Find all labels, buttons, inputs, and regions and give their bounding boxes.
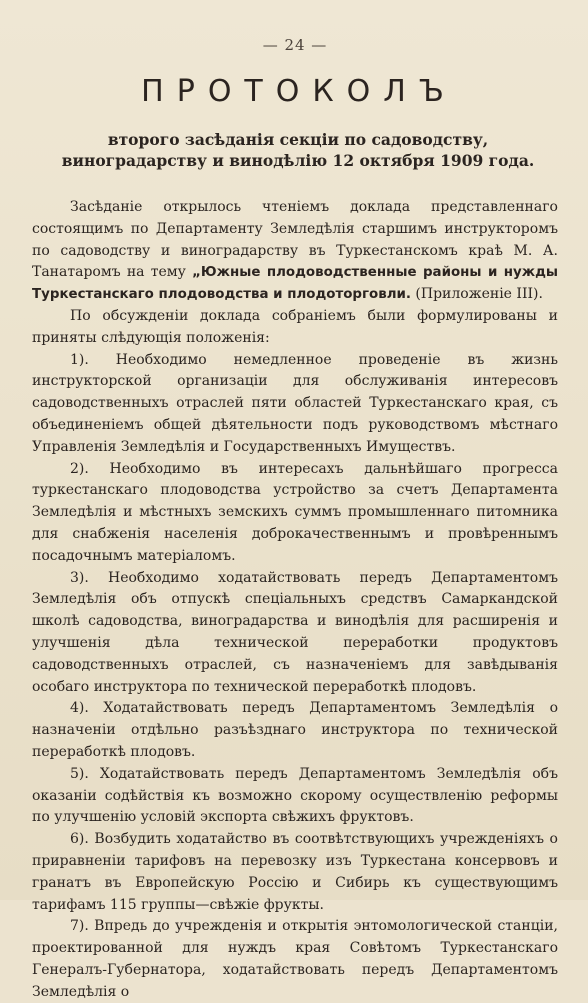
resolution-6: 6). Возбудить ходатайство въ соотвѣтствующихъ учрежденіяхъ о приравненіи тарифовъ на перевозку изъ Туркестана консервовъ и гранатъ въ Европейскую Россію и Сибирь къ существующимъ тарифамъ 115 группы—свѣжіе фрукты. bbox=[32, 831, 558, 913]
resolution-5: 5). Ходатайствовать передъ Департаментомъ Земледѣлія объ оказаніи содѣйствія къ возможно скорому осуществленію реформы по улучшенію условій экспорта свѣжихъ фруктовъ. bbox=[32, 765, 558, 826]
resolution-1: 1). Необходимо немедленное проведеніе въ жизнь инструкторской организаціи для обслуживанія интересовъ садоводственныхъ отраслей пяти областей Туркестанскаго края, съ объединеніемъ общей дѣятельности подъ руководствомъ мѣстнаго Управленія Земледѣлія и Государственныхъ Имуществъ. bbox=[32, 351, 558, 455]
document-subtitle: второго засѣданія секціи по садоводству, виноградарству и винодѣлію 12 октября 1909 года. bbox=[61, 130, 535, 170]
page-number: — 24 — bbox=[262, 36, 328, 54]
intro-text: Засѣданіе открылось чтеніемъ доклада представленнаго состоящимъ по Департаменту Земледѣлія старшимъ инструкторомъ по садоводству и виноградарству въ Туркестанскомъ краѣ М. А. Танатаромъ на тему bbox=[32, 199, 558, 281]
paragraph-resolutions-intro: По обсужденіи доклада собраніемъ были формулированы и приняты слѣдующія положенія: bbox=[32, 307, 558, 346]
document-title: ПРОТОКОЛЪ bbox=[141, 74, 457, 109]
document-body bbox=[32, 197, 558, 1003]
appendix-reference: (Приложеніе III). bbox=[410, 286, 543, 303]
resolution-3: 3). Необходимо ходатайствовать передъ Департаментомъ Земледѣлія объ отпускѣ спеціальныхъ средствъ Самаркандской школѣ садоводства, виноградарства и винодѣлія для расширенія и улучшенія дѣла технической переработки продуктовъ садоводственныхъ отраслей, съ назначеніемъ для завѣдыванія особаго инструктора по технической переработкѣ плодовъ. bbox=[32, 569, 558, 695]
resolution-7: 7). Впредь до учрежденія и открытія энтомологической станціи, проектированной для нуждъ края Совѣтомъ Туркестанскаго Генералъ-Губернатора, ходатайствовать передъ Департаментомъ Земледѣлія о bbox=[32, 918, 558, 1000]
resolution-2: 2). Необходимо въ интересахъ дальнѣйшаго прогресса туркестанскаго плодоводства устройство за счетъ Департамента Земледѣлія и мѣстныхъ земскихъ суммъ промышленнаго питомника для снабженія населенія доброкачественнымъ и провѣреннымъ посадочнымъ матеріаломъ. bbox=[32, 460, 558, 564]
resolution-4: 4). Ходатайствовать передъ Департаментомъ Земледѣлія о назначеніи отдѣльно разъѣзднаго инструктора по технической переработкѣ плодовъ. bbox=[32, 700, 558, 760]
paragraph-intro bbox=[32, 197, 558, 306]
report-topic: „Южные плодоводственные районы и нужды Туркестанскаго плодоводства и плодоторговли. bbox=[32, 265, 558, 303]
